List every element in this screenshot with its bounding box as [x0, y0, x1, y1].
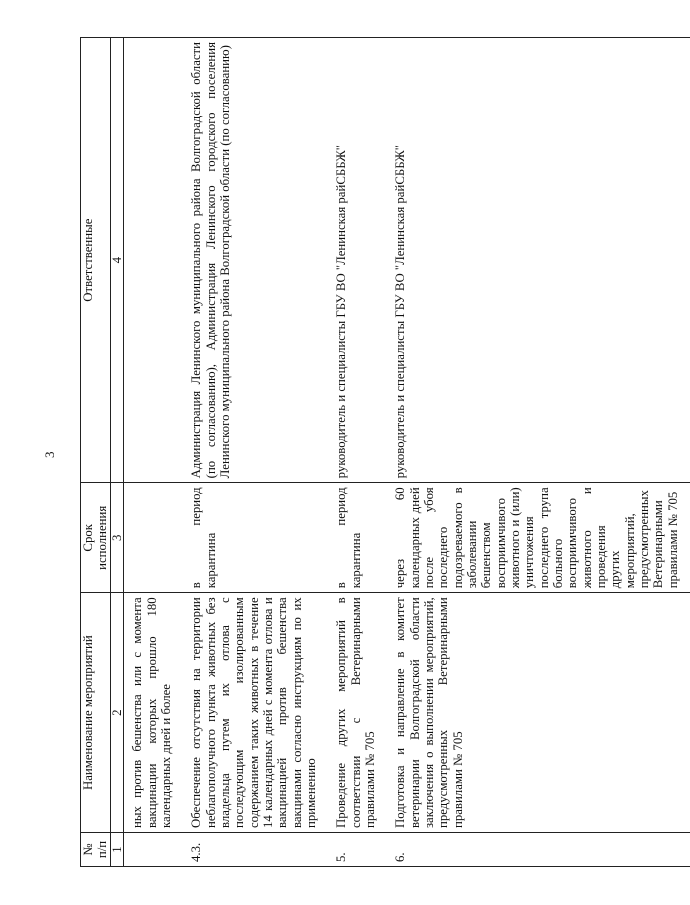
- row-responsible: [124, 38, 183, 483]
- row-term: [124, 483, 183, 593]
- column-number: 4: [110, 38, 124, 483]
- row-name: ных против бешенства или с момента вакцинации которых прошло 180 календарных дней и более: [124, 593, 183, 833]
- table-row: [183, 38, 328, 867]
- table-row: [328, 38, 387, 867]
- row-num: 4.3.: [183, 833, 328, 867]
- page-number: 3: [42, 451, 57, 458]
- row-name: Проведение других мероприятий в соответствии с Ветеринарными правилами № 705: [328, 593, 387, 833]
- row-term: через 60 календарных дней после убоя последнего подозреваемого в заболевании бешенством восприимчивого животного и (или) уничтожения последнего трупа больного восприимчивого животного и проведения других мероприятий, предусмотренных Ветеринарными правилами № 705: [387, 483, 690, 593]
- row-num: 6.: [387, 833, 690, 867]
- row-name: Подготовка и направление в комитет ветеринарии Волгоградской области заключения о выполнении мероприятий, предусмотренных Ветеринарными правилами № 705: [387, 593, 690, 833]
- header-term: Срок исполнения: [81, 483, 111, 593]
- measures-table: [80, 37, 690, 867]
- row-responsible: руководитель и специалисты ГБУ ВО "Ленинская райСББЖ": [387, 38, 690, 483]
- header-row: [81, 38, 111, 867]
- row-name: Обеспечение отсутствия на территории неблагополучного пункта животных без владельца путем их отлова с последующим изолированным содержанием таких животных в течение 14 календарных дней с момента отлова и вакцинацией против бешенства вакцинами согласно инструкциям по их применению: [183, 593, 328, 833]
- table-row: [387, 38, 690, 867]
- column-number-row: [110, 38, 124, 867]
- table-row: [124, 38, 183, 867]
- header-num: № п/п: [81, 833, 111, 867]
- row-responsible: Администрация Ленинского муниципального района Волгоградской области (по согласованию), Администрация Ленинского городского поселения Ленинского муниципального района Волгоградской области (по согласованию): [183, 38, 328, 483]
- row-responsible: руководитель и специалисты ГБУ ВО "Ленинская райСББЖ": [328, 38, 387, 483]
- row-term: в период карантина: [328, 483, 387, 593]
- header-name: Наименование мероприятий: [81, 593, 111, 833]
- row-num: 5.: [328, 833, 387, 867]
- column-number: 2: [110, 593, 124, 833]
- row-term: в период карантина: [183, 483, 328, 593]
- row-num: [124, 833, 183, 867]
- column-number: 3: [110, 483, 124, 593]
- column-number: 1: [110, 833, 124, 867]
- header-responsible: Ответственные: [81, 38, 111, 483]
